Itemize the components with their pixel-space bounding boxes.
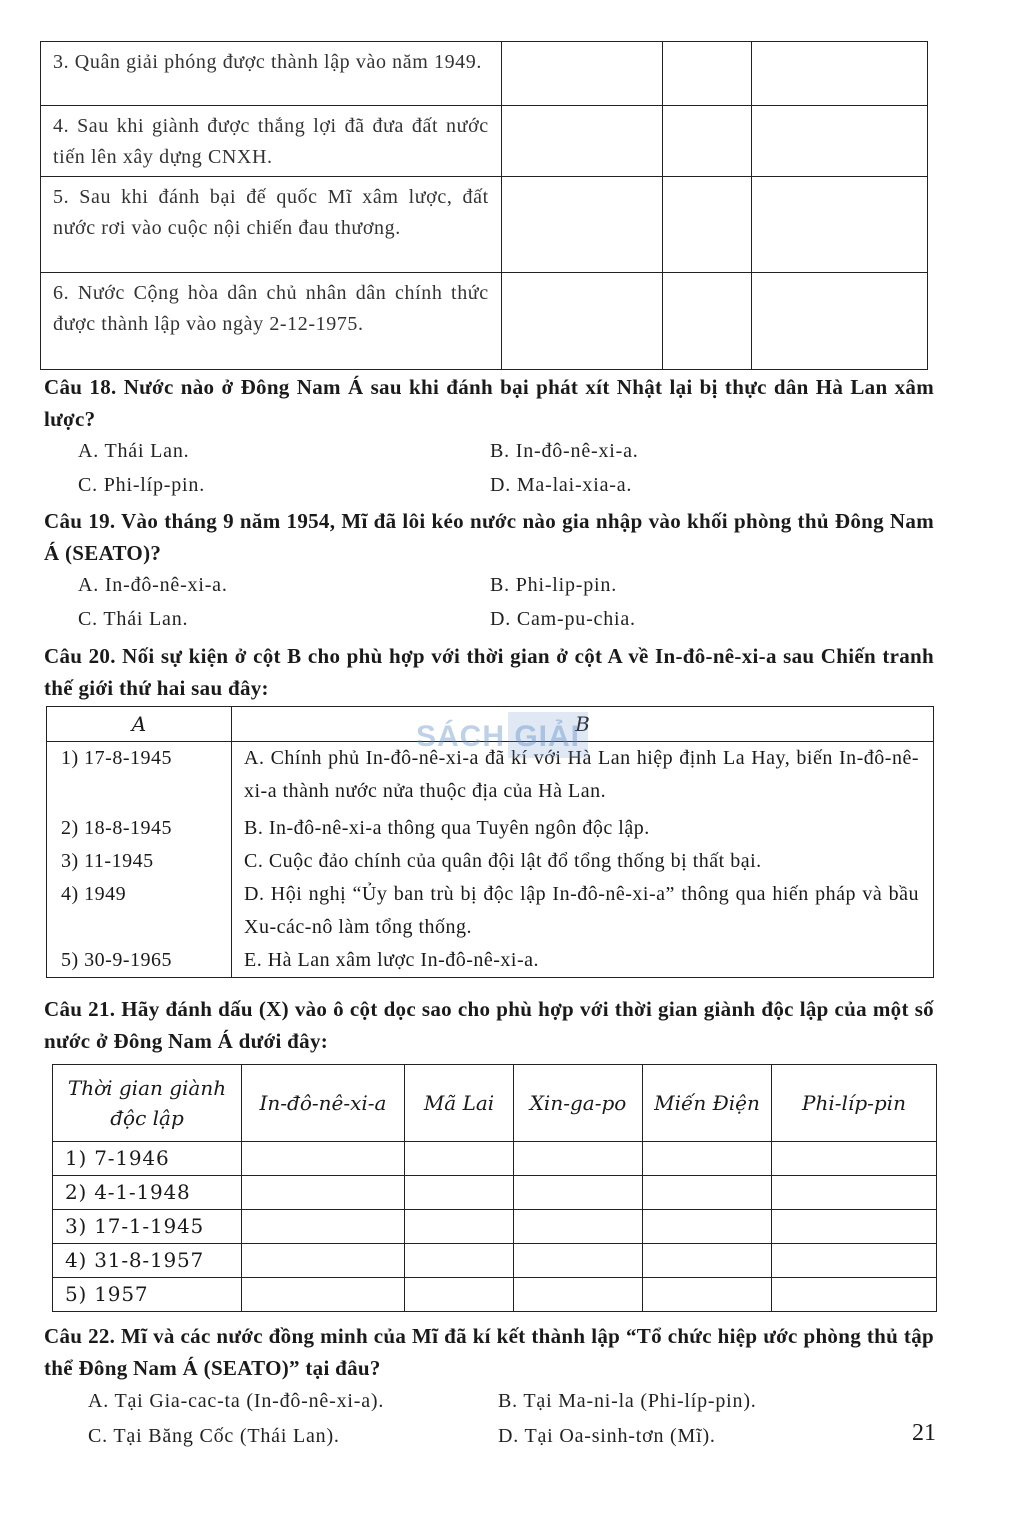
date-cell: 5) 30-9-1965	[47, 944, 232, 978]
mark-cell	[643, 1244, 772, 1278]
column-a-header: A	[47, 707, 232, 742]
table1-cell	[751, 106, 927, 177]
event-cell: A. Chính phủ In-đô-nê-xi-a đã kí với Hà Lan hiệp định La Hay, biến In-đô-nê-xi-a thành nước nửa thuộc địa của Hà Lan.	[232, 742, 934, 812]
q22-option-c: C. Tại Băng Cốc (Thái Lan).	[88, 1425, 340, 1447]
q19-option-d: D. Cam-pu-chia.	[490, 608, 636, 630]
date-label: 2) 4-1-1948	[53, 1176, 242, 1210]
q19-option-b: B. Phi-lip-pin.	[490, 574, 618, 596]
header-myanmar: Miến Điện	[643, 1065, 772, 1142]
q18-option-d: D. Ma-lai-xia-a.	[490, 474, 633, 496]
mark-cell	[514, 1278, 643, 1312]
date-label: 1) 7-1946	[53, 1142, 242, 1176]
header-time: Thời gian giành độc lập	[53, 1065, 242, 1142]
table1-statement: 6. Nước Cộng hòa dân chủ nhân dân chính thức được thành lập vào ngày 2-12-1975.	[41, 273, 502, 370]
table1-cell	[663, 42, 752, 106]
question-21: Câu 21. Hãy đánh dấu (X) vào ô cột dọc sao cho phù hợp với thời gian giành độc lập của một số nước ở Đông Nam Á dưới đây:	[44, 997, 934, 1053]
mark-cell	[405, 1176, 514, 1210]
question-22: Câu 22. Mĩ và các nước đồng minh của Mĩ đã kí kết thành lập “Tổ chức hiệp ước phòng thủ tập thể Đông Nam Á (SEATO)” tại đâu?	[44, 1324, 934, 1380]
q19-option-a: A. In-đô-nê-xi-a.	[78, 574, 228, 596]
table1-cell	[501, 106, 663, 177]
mark-cell	[772, 1176, 937, 1210]
q18-option-c: C. Phi-líp-pin.	[78, 474, 206, 496]
answer-table-1	[40, 41, 928, 370]
question-18: Câu 18. Nước nào ở Đông Nam Á sau khi đánh bại phát xít Nhật lại bị thực dân Hà Lan xâm lược?	[44, 375, 934, 431]
table1-statement: 4. Sau khi giành được thắng lợi đã đưa đất nước tiến lên xây dựng CNXH.	[41, 106, 502, 177]
event-cell: C. Cuộc đảo chính của quân đội lật đổ tổng thống bị thất bại.	[232, 845, 934, 878]
q19-option-c: C. Thái Lan.	[78, 608, 189, 630]
mark-cell	[242, 1278, 405, 1312]
mark-cell	[772, 1210, 937, 1244]
table1-cell	[751, 42, 927, 106]
q18-option-b: B. In-đô-nê-xi-a.	[490, 440, 639, 462]
page-number: 21	[912, 1420, 936, 1446]
mark-cell	[242, 1142, 405, 1176]
date-label: 4) 31-8-1957	[53, 1244, 242, 1278]
table1-cell	[501, 177, 663, 273]
mark-cell	[242, 1210, 405, 1244]
event-cell: E. Hà Lan xâm lược In-đô-nê-xi-a.	[232, 944, 934, 978]
header-philippines: Phi-líp-pin	[772, 1065, 937, 1142]
mark-cell	[405, 1278, 514, 1312]
table1-cell	[751, 177, 927, 273]
column-b-header: B	[232, 707, 934, 742]
header-singapore: Xin-ga-po	[514, 1065, 643, 1142]
table1-cell	[501, 273, 663, 370]
mark-cell	[643, 1210, 772, 1244]
table1-cell	[663, 177, 752, 273]
table1-cell	[663, 106, 752, 177]
q22-option-d: D. Tại Oa-sinh-tơn (Mĩ).	[498, 1425, 716, 1447]
q22-option-a: A. Tại Gia-cac-ta (In-đô-nê-xi-a).	[88, 1390, 385, 1412]
header-indonesia: In-đô-nê-xi-a	[242, 1065, 405, 1142]
mark-cell	[772, 1278, 937, 1312]
date-label: 5) 1957	[53, 1278, 242, 1312]
date-label: 3) 17-1-1945	[53, 1210, 242, 1244]
table1-cell	[751, 273, 927, 370]
question-20: Câu 20. Nối sự kiện ở cột B cho phù hợp với thời gian ở cột A về In-đô-nê-xi-a sau Chiến tranh thế giới thứ hai sau đây:	[44, 644, 934, 700]
event-cell: B. In-đô-nê-xi-a thông qua Tuyên ngôn độc lập.	[232, 812, 934, 845]
date-cell: 3) 11-1945	[47, 845, 232, 878]
mark-cell	[643, 1142, 772, 1176]
date-cell: 4) 1949	[47, 878, 232, 944]
table1-cell	[501, 42, 663, 106]
mark-cell	[772, 1142, 937, 1176]
date-cell: 1) 17-8-1945	[47, 742, 232, 812]
mark-cell	[242, 1244, 405, 1278]
mark-cell	[643, 1176, 772, 1210]
table1-statement: 3. Quân giải phóng được thành lập vào năm 1949.	[41, 42, 502, 106]
table1-statement: 5. Sau khi đánh bại đế quốc Mĩ xâm lược, đất nước rơi vào cuộc nội chiến đau thương.	[41, 177, 502, 273]
mark-cell	[643, 1278, 772, 1312]
independence-table	[52, 1064, 937, 1312]
q22-option-b: B. Tại Ma-ni-la (Phi-líp-pin).	[498, 1390, 757, 1412]
mark-cell	[514, 1142, 643, 1176]
mark-cell	[514, 1244, 643, 1278]
watermark-text: SÁCH GIẢI	[416, 720, 581, 753]
q18-option-a: A. Thái Lan.	[78, 440, 190, 462]
question-19: Câu 19. Vào tháng 9 năm 1954, Mĩ đã lôi kéo nước nào gia nhập vào khối phòng thủ Đông Nam Á (SEATO)?	[44, 509, 934, 565]
mark-cell	[514, 1176, 643, 1210]
header-malaya: Mã Lai	[405, 1065, 514, 1142]
mark-cell	[242, 1176, 405, 1210]
date-cell: 2) 18-8-1945	[47, 812, 232, 845]
table1-cell	[663, 273, 752, 370]
mark-cell	[405, 1210, 514, 1244]
mark-cell	[405, 1244, 514, 1278]
mark-cell	[514, 1210, 643, 1244]
mark-cell	[405, 1142, 514, 1176]
mark-cell	[772, 1244, 937, 1278]
event-cell: D. Hội nghị “Ủy ban trù bị độc lập In-đô-nê-xi-a” thông qua hiến pháp và bầu Xu-các-nô làm tổng thống.	[232, 878, 934, 944]
